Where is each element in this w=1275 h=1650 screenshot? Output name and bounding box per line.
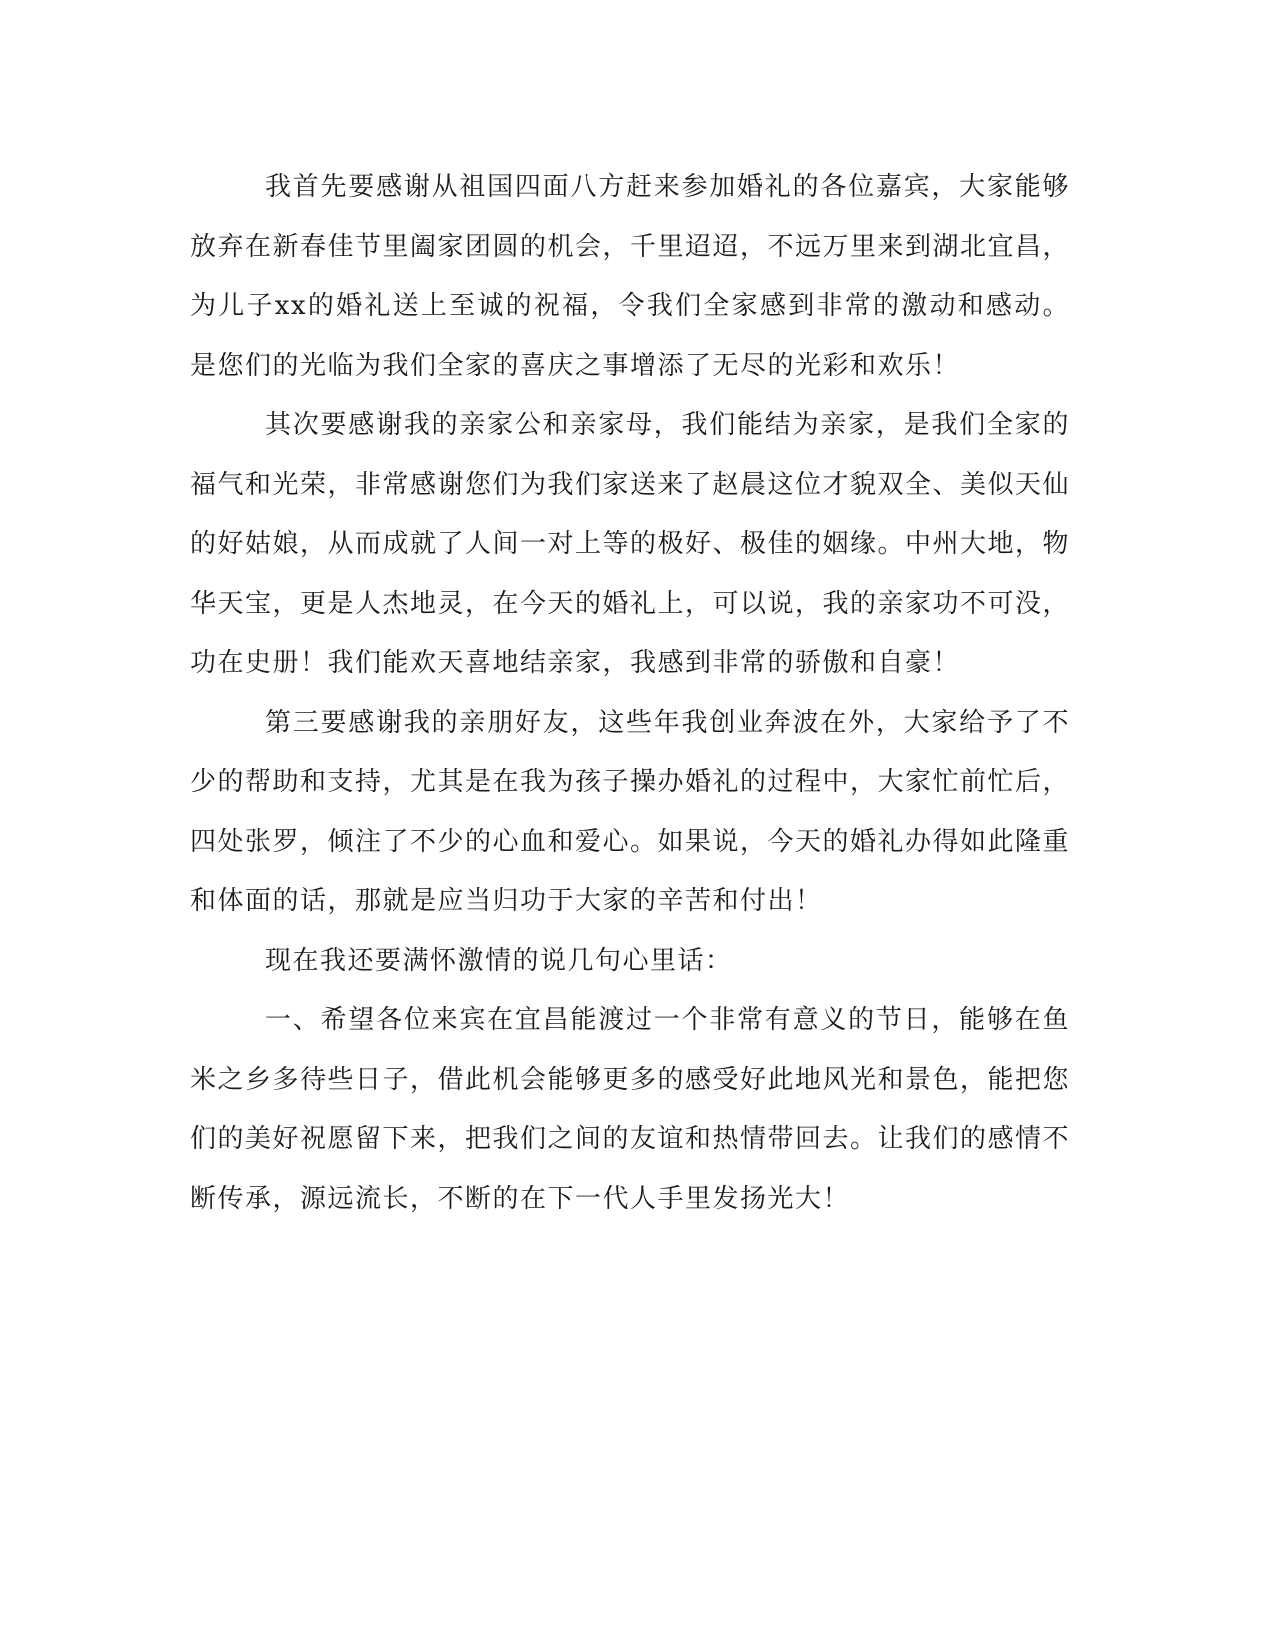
paragraph-thanks-friends: 第三要感谢我的亲朋好友，这些年我创业奔波在外，大家给予了不少的帮助和支持，尤其是在我为孩子操办婚礼的过程中，大家忙前忙后，四处张罗，倾注了不少的心血和爱心。如果说，今天的婚礼办得如此隆重和体面的话，那就是应当归功于大家的辛苦和付出！ [190,707,1071,916]
paragraph-wish-one: 一、希望各位来宾在宜昌能渡过一个非常有意义的节日，能够在鱼米之乡多待些日子，借此机会能够更多的感受好此地风光和景色，能把您们的美好祝愿留下来，把我们之间的友谊和热情带回去。让我们的感情不断传承，源远流长，不断的在下一代人手里发扬光大！ [190,1005,1071,1214]
paragraph-thanks-guests: 我首先要感谢从祖国四面八方赶来参加婚礼的各位嘉宾，大家能够放弃在新春佳节里阖家团圆的机会，千里迢迢，不远万里来到湖北宜昌，为儿子xx的婚礼送上至诚的祝福，令我们全家感到非常的激动和感动。是您们的光临为我们全家的喜庆之事增添了无尽的光彩和欢乐！ [190,172,1071,381]
paragraph-heartfelt-words-intro: 现在我还要满怀激情的说几句心里话： [265,945,733,976]
paragraph-thanks-in-laws: 其次要感谢我的亲家公和亲家母，我们能结为亲家，是我们全家的福气和光荣，非常感谢您们为我们家送来了赵晨这位才貌双全、美似天仙的好姑娘，从而成就了人间一对上等的极好、极佳的姻缘。中州大地，物华天宝，更是人杰地灵，在今天的婚礼上，可以说，我的亲家功不可没，功在史册！我们能欢天喜地结亲家，我感到非常的骄傲和自豪！ [190,410,1071,678]
document-body [190,158,1070,1229]
